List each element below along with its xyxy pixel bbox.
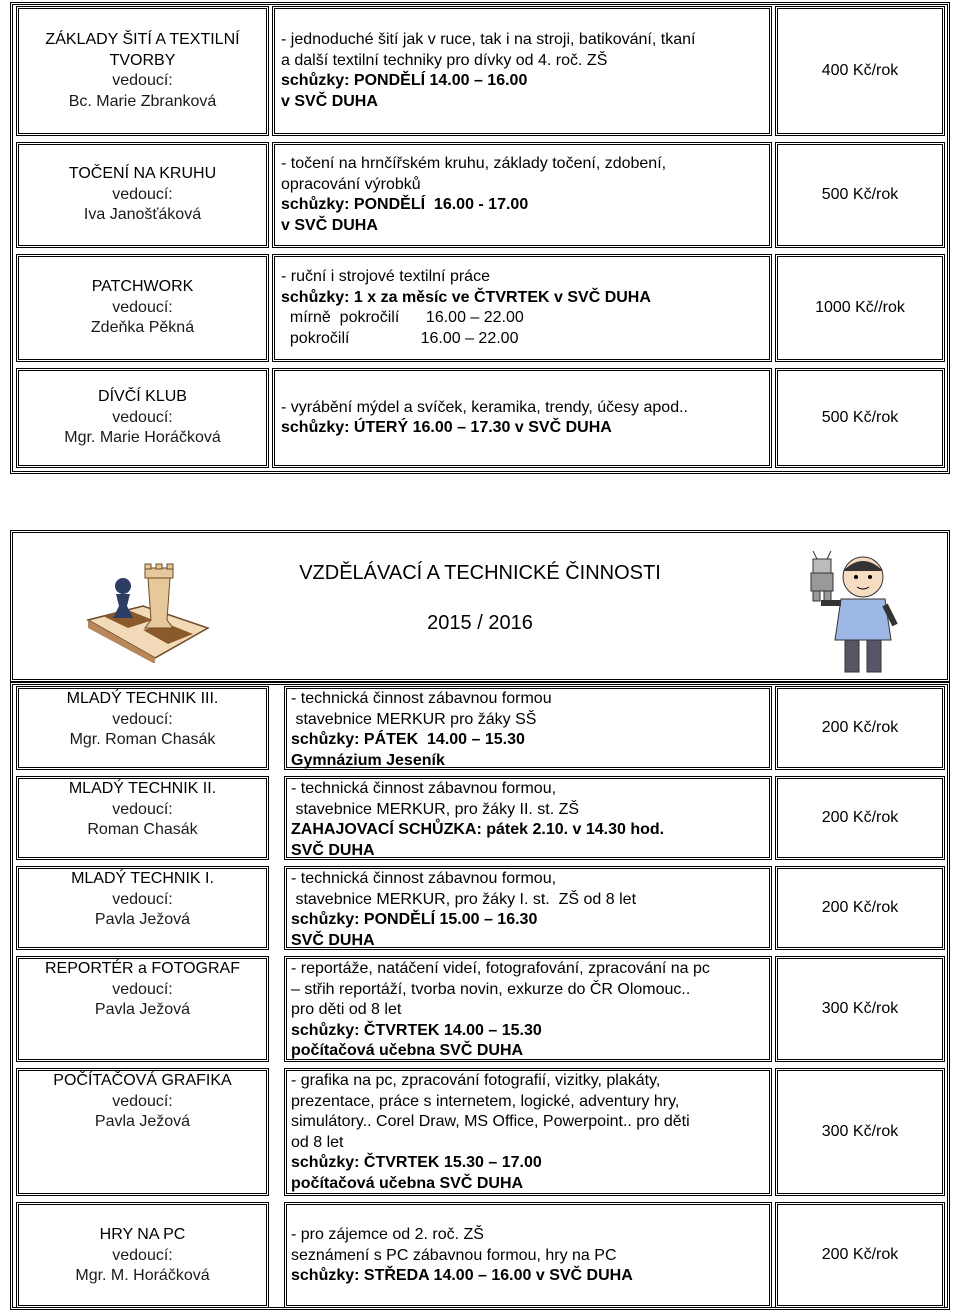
leader-label: vedoucí: xyxy=(112,710,173,728)
description-line: počítačová učebna SVČ DUHA xyxy=(291,1042,524,1059)
activity-price-cell xyxy=(775,6,945,136)
leader-label: vedoucí: xyxy=(112,185,173,203)
activity-description-cell xyxy=(284,956,772,1062)
description-line: schůzky: PONDĚLÍ 15.00 – 16.30 xyxy=(291,911,538,928)
description-line: a další textilní techniky pro dívky od 4. roč. ZŠ xyxy=(281,51,608,69)
activity-name-block xyxy=(19,30,266,112)
description-line: prezentace, práce s internetem, logické, adventury hry, xyxy=(291,1092,680,1110)
activity-name: PATCHWORK xyxy=(91,278,194,296)
activity-name-cell xyxy=(16,1202,269,1308)
description-line: schůzky: PÁTEK 14.00 – 15.30 xyxy=(291,731,525,748)
leader-label: vedoucí: xyxy=(112,800,173,818)
activity-name-block xyxy=(19,1225,266,1287)
activity-name-cell xyxy=(16,776,269,860)
activity-name-cell xyxy=(16,254,269,362)
description-line: schůzky: ČTVRTEK 14.00 – 15.30 xyxy=(291,1021,542,1039)
activity-name: REPORTÉR a FOTOGRAF xyxy=(45,960,240,977)
price: 1000 Kč//rok xyxy=(815,298,905,316)
description-line: schůzky: ÚTERÝ 16.00 – 17.30 v SVČ DUHA xyxy=(281,419,612,436)
description-line: v SVČ DUHA xyxy=(281,92,378,110)
section2-header-frame xyxy=(10,530,950,682)
activity-description-cell xyxy=(272,142,772,248)
activity-description-cell xyxy=(272,254,772,362)
price: 500 Kč/rok xyxy=(821,185,899,203)
description-line: schůzky: PONDĚLÍ 14.00 – 16.00 xyxy=(281,72,528,89)
leader-label: vedoucí: xyxy=(112,980,173,998)
leader-name: Bc. Marie Zbranková xyxy=(68,92,217,110)
description-line: počítačová učebna SVČ DUHA xyxy=(291,1174,524,1192)
activity-name: TVORBY xyxy=(109,51,176,69)
description-line: schůzky: ČTVRTEK 15.30 – 17.00 xyxy=(291,1154,542,1171)
school-year: 2015 / 2016 xyxy=(427,612,533,634)
description-line: v SVČ DUHA xyxy=(281,216,378,234)
activity-price-cell xyxy=(775,686,945,770)
leader-name: Pavla Ježová xyxy=(94,1113,191,1130)
price: 400 Kč/rok xyxy=(821,61,899,79)
leader-name: Pavla Ježová xyxy=(94,1001,191,1018)
description-line: ZAHAJOVACÍ SCHŮZKA: pátek 2.10. v 14.30 hod. xyxy=(291,821,665,838)
activity-name: MLADÝ TECHNIK II. xyxy=(68,780,217,797)
leader-name: Mgr. Marie Horáčková xyxy=(64,429,221,447)
description-line: - technická činnost zábavnou formou, xyxy=(291,870,557,887)
activity-name-block xyxy=(19,1071,266,1133)
description-line: stavebnice MERKUR pro žáky SŠ xyxy=(291,710,537,728)
description-line: Gymnázium Jeseník xyxy=(291,751,445,769)
activity-name-cell xyxy=(16,142,269,248)
description-block xyxy=(281,267,651,349)
leader-name: Mgr. M. Horáčková xyxy=(75,1267,210,1284)
activity-name-cell xyxy=(16,368,269,468)
activity-name-cell xyxy=(16,1068,269,1196)
price: 200 Kč/rok xyxy=(821,1245,899,1263)
activity-price-cell xyxy=(775,142,945,248)
description-line: schůzky: 1 x za měsíc ve ČTVRTEK v SVČ DUHA xyxy=(281,288,651,306)
activity-name-block xyxy=(19,277,266,339)
price: 200 Kč/rok xyxy=(821,718,899,736)
description-block xyxy=(291,689,552,771)
description-line: pro děti od 8 let xyxy=(291,1001,402,1018)
leader-label: vedoucí: xyxy=(112,1092,173,1110)
description-block xyxy=(281,398,688,439)
activity-description-cell xyxy=(284,1202,772,1308)
description-line: od 8 let xyxy=(291,1133,344,1151)
activity-name: DÍVČÍ KLUB xyxy=(98,388,187,406)
activity-price-cell xyxy=(775,1068,945,1196)
description-line: simulátory.. Corel Draw, MS Office, Powerpoint.. pro děti xyxy=(291,1113,690,1130)
activity-description-cell xyxy=(272,368,772,468)
activity-name: POČÍTAČOVÁ GRAFIKA xyxy=(53,1072,232,1089)
description-line: - grafika na pc, zpracování fotografií, vizitky, plakáty, xyxy=(291,1072,661,1089)
activity-name: TOČENÍ NA KRUHU xyxy=(68,165,217,183)
leader-name: Iva Janošťáková xyxy=(83,206,202,224)
activity-name: ZÁKLADY ŠITÍ A TEXTILNÍ xyxy=(45,31,240,48)
description-line: schůzky: STŘEDA 14.00 – 16.00 v SVČ DUHA xyxy=(291,1267,633,1284)
description-line: – střih reportáží, tvorba novin, exkurze do ČR Olomouc.. xyxy=(291,980,691,998)
activity-name-block xyxy=(19,164,266,226)
leader-name: Pavla Ježová xyxy=(94,911,191,928)
activity-description-cell xyxy=(284,776,772,860)
activity-price-cell xyxy=(775,866,945,950)
leader-label: vedoucí: xyxy=(112,298,173,316)
description-line: stavebnice MERKUR, pro žáky I. st. ZŠ od 8 let xyxy=(291,890,637,908)
activity-price-cell xyxy=(775,254,945,362)
description-line: - reportáže, natáčení videí, fotografování, zpracování na pc xyxy=(291,960,710,977)
price: 500 Kč/rok xyxy=(821,408,899,426)
activity-name-cell xyxy=(16,866,269,950)
description-block xyxy=(291,779,664,861)
activity-name-block xyxy=(19,779,266,841)
activity-description-cell xyxy=(284,1068,772,1196)
description-block xyxy=(291,1071,690,1194)
description-line: - technická činnost zábavnou formou, xyxy=(291,780,557,797)
activity-description-cell xyxy=(284,866,772,950)
description-block xyxy=(281,154,666,236)
section-title: VZDĚLÁVACÍ A TECHNICKÉ ČINNOSTI xyxy=(299,562,661,584)
price: 300 Kč/rok xyxy=(821,1122,899,1140)
description-line: SVČ DUHA xyxy=(291,841,375,859)
chess-pieces-icon xyxy=(83,558,213,663)
activity-name: MLADÝ TECHNIK I. xyxy=(71,870,214,887)
activity-name: HRY NA PC xyxy=(99,1226,186,1243)
description-line: opracování výrobků xyxy=(281,175,421,193)
description-line: mírně pokročilí 16.00 – 22.00 xyxy=(281,309,524,326)
activity-name-block xyxy=(19,959,266,1021)
activity-price-cell xyxy=(775,1202,945,1308)
activity-description-cell xyxy=(272,6,772,136)
activity-name-cell xyxy=(16,6,269,136)
activity-name: MLADÝ TECHNIK III. xyxy=(66,690,219,707)
description-line: schůzky: PONDĚLÍ 16.00 - 17.00 xyxy=(281,196,529,213)
activity-price-cell xyxy=(775,956,945,1062)
leader-name: Roman Chasák xyxy=(87,821,198,838)
description-block xyxy=(291,1225,633,1287)
description-line: SVČ DUHA xyxy=(291,931,375,949)
description-line: - ruční i strojové textilní práce xyxy=(281,268,490,285)
description-line: - vyrábění mýdel a svíček, keramika, trendy, účesy apod.. xyxy=(281,398,688,416)
activity-name-block xyxy=(19,869,266,931)
description-block xyxy=(291,959,710,1062)
price: 200 Kč/rok xyxy=(821,808,899,826)
description-line: stavebnice MERKUR, pro žáky II. st. ZŠ xyxy=(291,800,580,818)
price: 300 Kč/rok xyxy=(821,999,899,1017)
activity-price-cell xyxy=(775,368,945,468)
activity-name-block xyxy=(19,387,266,449)
activity-name-cell xyxy=(16,956,269,1062)
description-line: - pro zájemce od 2. roč. ZŠ xyxy=(291,1226,484,1243)
description-block xyxy=(281,30,695,112)
description-line: seznámení s PC zábavnou formou, hry na PC xyxy=(291,1246,617,1264)
description-line: - jednoduché šití jak v ruce, tak i na stroji, batikování, tkaní xyxy=(281,31,696,48)
leader-label: vedoucí: xyxy=(112,890,173,908)
leader-label: vedoucí: xyxy=(112,408,173,426)
description-line: pokročilí 16.00 – 22.00 xyxy=(281,329,519,347)
description-line: - technická činnost zábavnou formou xyxy=(291,690,552,707)
description-block xyxy=(291,869,636,951)
leader-label: vedoucí: xyxy=(112,1246,173,1264)
price: 200 Kč/rok xyxy=(821,898,899,916)
leader-label: vedoucí: xyxy=(112,72,173,89)
leader-name: Zdeňka Pěkná xyxy=(90,319,195,337)
activity-price-cell xyxy=(775,776,945,860)
description-line: - točení na hrnčířském kruhu, základy točení, zdobení, xyxy=(281,155,667,172)
activity-description-cell xyxy=(284,686,772,770)
boy-with-robot-icon xyxy=(791,545,911,680)
leader-name: Mgr. Roman Chasák xyxy=(69,731,216,748)
activity-name-block xyxy=(19,689,266,751)
activity-name-cell xyxy=(16,686,269,770)
